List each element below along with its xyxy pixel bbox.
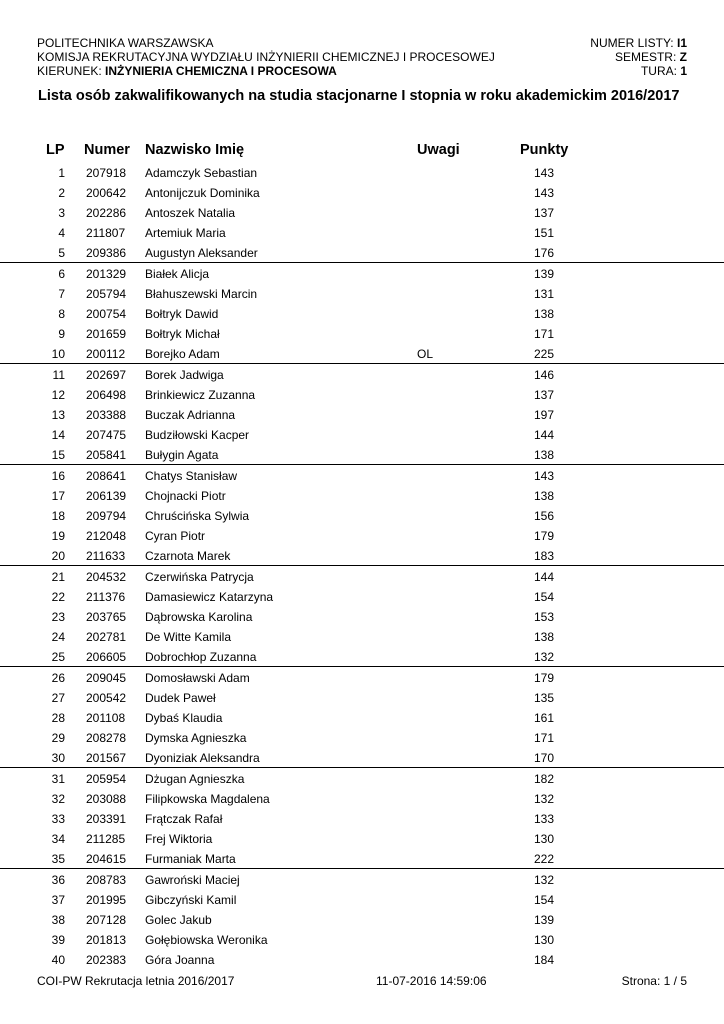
cell-lp: 29	[51, 731, 65, 745]
cell-lp: 12	[51, 388, 65, 402]
commission-name: KOMISJA REKRUTACYJNA WYDZIAŁU INŻYNIERII CHEMICZNEJ I PROCESOWEJ	[37, 50, 495, 64]
cell-numer: 207128	[86, 913, 127, 927]
cell-numer: 206605	[86, 650, 127, 664]
cell-punkty: 184	[533, 953, 554, 967]
cell-punkty: 132	[533, 650, 554, 664]
cell-numer: 208278	[86, 731, 127, 745]
cell-name: Antonijczuk Dominika	[145, 186, 260, 200]
footer-system: COI-PW Rekrutacja letnia 2016/2017	[37, 974, 235, 988]
cell-punkty: 139	[533, 267, 554, 281]
cell-lp: 14	[51, 428, 65, 442]
cell-numer: 209794	[86, 509, 127, 523]
cell-numer: 202697	[86, 368, 127, 382]
cell-punkty: 143	[533, 186, 554, 200]
cell-numer: 201329	[86, 267, 127, 281]
cell-name: Gawroński Maciej	[145, 873, 240, 887]
cell-numer: 209045	[86, 671, 127, 685]
cell-name: Chatys Stanisław	[145, 469, 238, 483]
semester-line	[590, 50, 687, 64]
table-row	[0, 222, 724, 242]
cell-lp: 5	[58, 246, 65, 260]
cell-numer: 200754	[86, 307, 127, 321]
cell-numer: 209386	[86, 246, 127, 260]
cell-punkty: 197	[533, 408, 554, 422]
table-row	[0, 909, 724, 929]
cell-punkty: 146	[533, 368, 554, 382]
cell-lp: 10	[51, 347, 65, 361]
table-row	[0, 848, 724, 869]
cell-name: Góra Joanna	[145, 953, 215, 967]
table-row	[0, 162, 724, 182]
cell-punkty: 138	[533, 448, 554, 462]
cell-name: Dobrochłop Zuzanna	[145, 650, 257, 664]
cell-name: Filipkowska Magdalena	[145, 792, 270, 806]
footer-page: Strona: 1 / 5	[621, 974, 687, 988]
cell-numer: 202383	[86, 953, 127, 967]
table-row	[0, 364, 724, 384]
cell-name: Dąbrowska Karolina	[145, 610, 253, 624]
table-row	[0, 828, 724, 848]
table-row	[0, 242, 724, 263]
cell-lp: 34	[51, 832, 65, 846]
table-row	[0, 323, 724, 343]
cell-lp: 28	[51, 711, 65, 725]
footer-timestamp: 11-07-2016 14:59:06	[376, 974, 487, 988]
table-row	[0, 667, 724, 687]
semester-value: Z	[679, 50, 687, 64]
cell-punkty: 138	[533, 630, 554, 644]
cell-numer: 201813	[86, 933, 127, 947]
cell-lp: 3	[58, 206, 65, 220]
table-row	[0, 687, 724, 707]
cell-lp: 31	[51, 772, 65, 786]
cell-punkty: 156	[533, 509, 554, 523]
cell-numer: 204532	[86, 570, 127, 584]
cell-lp: 39	[51, 933, 65, 947]
column-header-numer: Numer	[84, 142, 130, 158]
cell-lp: 38	[51, 913, 65, 927]
cell-lp: 23	[51, 610, 65, 624]
semester-label: SEMESTR:	[614, 50, 677, 64]
table-row	[0, 808, 724, 828]
kierunek-label: KIERUNEK:	[37, 64, 102, 78]
cell-punkty: 161	[533, 711, 554, 725]
cell-punkty: 183	[533, 549, 554, 563]
cell-punkty: 154	[533, 590, 554, 604]
cell-name: Gołębiowska Weronika	[145, 933, 268, 947]
cell-numer: 203765	[86, 610, 127, 624]
cell-numer: 211633	[86, 549, 126, 563]
table-row	[0, 263, 724, 283]
cell-name: Białek Alicja	[145, 267, 210, 281]
cell-numer: 211285	[86, 832, 126, 846]
table-row	[0, 404, 724, 424]
cell-numer: 206139	[86, 489, 127, 503]
cell-punkty: 138	[533, 307, 554, 321]
cell-name: Borejko Adam	[145, 347, 220, 361]
cell-lp: 35	[51, 852, 65, 866]
cell-punkty: 144	[533, 570, 554, 584]
cell-punkty: 135	[533, 691, 554, 705]
round-label: TURA:	[640, 64, 677, 78]
cell-lp: 27	[51, 691, 65, 705]
list-number-line	[590, 36, 687, 50]
cell-punkty: 130	[533, 832, 554, 846]
cell-punkty: 143	[533, 469, 554, 483]
cell-punkty: 137	[533, 206, 554, 220]
cell-numer: 202781	[86, 630, 127, 644]
cell-name: Damasiewicz Katarzyna	[145, 590, 274, 604]
cell-name: Budziłowski Kacper	[145, 428, 250, 442]
cell-lp: 18	[51, 509, 65, 523]
cell-numer: 202286	[86, 206, 127, 220]
cell-lp: 26	[51, 671, 65, 685]
cell-lp: 40	[51, 953, 65, 967]
cell-punkty: 133	[533, 812, 554, 826]
cell-punkty: 179	[533, 529, 554, 543]
cell-punkty: 222	[533, 852, 554, 866]
cell-numer: 200112	[86, 347, 126, 361]
cell-lp: 17	[51, 489, 65, 503]
cell-lp: 32	[51, 792, 65, 806]
cell-lp: 1	[58, 166, 65, 180]
cell-name: Buczak Adrianna	[145, 408, 236, 422]
round-line	[590, 64, 687, 78]
cell-lp: 15	[51, 448, 65, 462]
cell-lp: 13	[51, 408, 65, 422]
table-row	[0, 202, 724, 222]
cell-numer: 204615	[86, 852, 127, 866]
kierunek-value: INŻYNIERIA CHEMICZNA I PROCESOWA	[105, 64, 337, 78]
cell-name: Dymska Agnieszka	[145, 731, 247, 745]
cell-name: Domosławski Adam	[145, 671, 250, 685]
list-number-label: NUMER LISTY:	[590, 36, 674, 50]
cell-name: Cyran Piotr	[145, 529, 206, 543]
cell-punkty: 132	[533, 873, 554, 887]
cell-numer: 203088	[86, 792, 127, 806]
cell-numer: 201567	[86, 751, 127, 765]
cell-numer: 211807	[86, 226, 126, 240]
table-row	[0, 949, 724, 969]
university-name: POLITECHNIKA WARSZAWSKA	[37, 36, 214, 50]
cell-punkty: 176	[533, 246, 554, 260]
cell-numer: 201108	[86, 711, 126, 725]
cell-name: Czerwińska Patrycja	[145, 570, 254, 584]
document-header-left	[37, 36, 495, 78]
cell-punkty: 139	[533, 913, 554, 927]
cell-numer: 207475	[86, 428, 127, 442]
cell-name: Adamczyk Sebastian	[145, 166, 258, 180]
cell-punkty: 170	[533, 751, 554, 765]
cell-numer: 205954	[86, 772, 127, 786]
cell-lp: 36	[51, 873, 65, 887]
document-header-right	[590, 36, 687, 78]
table-row	[0, 525, 724, 545]
cell-lp: 8	[58, 307, 65, 321]
cell-name: Czarnota Marek	[145, 549, 231, 563]
cell-lp: 24	[51, 630, 65, 644]
cell-name: Artemiuk Maria	[145, 226, 226, 240]
table-row	[0, 606, 724, 626]
cell-punkty: 144	[533, 428, 554, 442]
table-row	[0, 889, 724, 909]
kierunek-line	[37, 64, 495, 78]
cell-lp: 9	[58, 327, 65, 341]
cell-name: Bołtryk Michał	[145, 327, 220, 341]
cell-numer: 212048	[86, 529, 127, 543]
cell-numer: 200542	[86, 691, 127, 705]
cell-lp: 22	[51, 590, 65, 604]
table-row	[0, 424, 724, 444]
table-row	[0, 303, 724, 323]
table-row	[0, 283, 724, 303]
cell-name: Furmaniak Marta	[145, 852, 236, 866]
cell-punkty: 137	[533, 388, 554, 402]
cell-punkty: 225	[533, 347, 554, 361]
table-row	[0, 727, 724, 747]
cell-punkty: 131	[533, 287, 554, 301]
cell-name: Dudek Paweł	[145, 691, 216, 705]
cell-numer: 203388	[86, 408, 127, 422]
table-row	[0, 343, 724, 364]
document-title: Lista osób zakwalifikowanych na studia stacjonarne I stopnia w roku akademickim 2016/2017	[38, 88, 680, 104]
cell-name: Golec Jakub	[145, 913, 212, 927]
table-row	[0, 384, 724, 404]
cell-numer: 201995	[86, 893, 127, 907]
cell-punkty: 154	[533, 893, 554, 907]
cell-lp: 19	[51, 529, 65, 543]
cell-name: Chruścińska Sylwia	[145, 509, 250, 523]
cell-name: Brinkiewicz Zuzanna	[145, 388, 256, 402]
table-row	[0, 626, 724, 646]
table-row	[0, 646, 724, 667]
cell-punkty: 171	[533, 327, 554, 341]
cell-punkty: 143	[533, 166, 554, 180]
cell-name: Antoszek Natalia	[145, 206, 236, 220]
cell-uwagi: OL	[417, 347, 434, 361]
cell-name: Bułygin Agata	[145, 448, 219, 462]
table-row	[0, 869, 724, 889]
table-row	[0, 505, 724, 525]
column-header-uwagi: Uwagi	[417, 142, 460, 158]
cell-lp: 6	[58, 267, 65, 281]
table-row	[0, 444, 724, 465]
cell-numer: 201659	[86, 327, 127, 341]
cell-name: De Witte Kamila	[145, 630, 232, 644]
column-header-name: Nazwisko Imię	[145, 142, 245, 158]
cell-name: Chojnacki Piotr	[145, 489, 226, 503]
list-number-value: I1	[676, 36, 687, 50]
cell-name: Dżugan Agnieszka	[145, 772, 245, 786]
cell-numer: 211376	[86, 590, 126, 604]
table-row	[0, 788, 724, 808]
cell-numer: 203391	[86, 812, 127, 826]
cell-punkty: 153	[533, 610, 554, 624]
cell-punkty: 138	[533, 489, 554, 503]
cell-lp: 33	[51, 812, 65, 826]
cell-punkty: 179	[533, 671, 554, 685]
cell-lp: 25	[51, 650, 65, 664]
table-row	[0, 465, 724, 485]
cell-numer: 200642	[86, 186, 127, 200]
table-row	[0, 566, 724, 586]
cell-lp: 21	[51, 570, 65, 584]
table-row	[0, 747, 724, 768]
cell-name: Bołtryk Dawid	[145, 307, 219, 321]
cell-name: Augustyn Aleksander	[145, 246, 258, 260]
cell-name: Gibczyński Kamil	[145, 893, 237, 907]
cell-name: Dybaś Klaudia	[145, 711, 223, 725]
cell-lp: 4	[58, 226, 65, 240]
cell-lp: 11	[52, 368, 65, 382]
candidates-table	[0, 162, 724, 969]
cell-lp: 37	[51, 893, 65, 907]
table-row	[0, 707, 724, 727]
cell-punkty: 132	[533, 792, 554, 806]
column-header-punkty: Punkty	[520, 142, 569, 158]
table-row	[0, 586, 724, 606]
cell-punkty: 171	[533, 731, 554, 745]
cell-lp: 7	[58, 287, 65, 301]
cell-numer: 205794	[86, 287, 127, 301]
table-row	[0, 182, 724, 202]
cell-lp: 16	[51, 469, 65, 483]
cell-name: Frątczak Rafał	[145, 812, 223, 826]
table-row	[0, 768, 724, 788]
cell-punkty: 130	[533, 933, 554, 947]
cell-punkty: 182	[533, 772, 554, 786]
cell-numer: 208641	[86, 469, 127, 483]
table-row	[0, 929, 724, 949]
cell-numer: 205841	[86, 448, 127, 462]
table-row	[0, 485, 724, 505]
cell-lp: 20	[51, 549, 65, 563]
cell-numer: 206498	[86, 388, 127, 402]
round-value: 1	[680, 64, 687, 78]
cell-name: Frej Wiktoria	[145, 832, 213, 846]
cell-lp: 30	[51, 751, 65, 765]
cell-punkty: 151	[533, 226, 554, 240]
cell-name: Błahuszewski Marcin	[145, 287, 258, 301]
table-row	[0, 545, 724, 566]
cell-numer: 208783	[86, 873, 127, 887]
cell-numer: 207918	[86, 166, 127, 180]
column-header-lp: LP	[46, 142, 65, 158]
cell-name: Borek Jadwiga	[145, 368, 224, 382]
cell-lp: 2	[58, 186, 65, 200]
cell-name: Dyoniziak Aleksandra	[145, 751, 260, 765]
